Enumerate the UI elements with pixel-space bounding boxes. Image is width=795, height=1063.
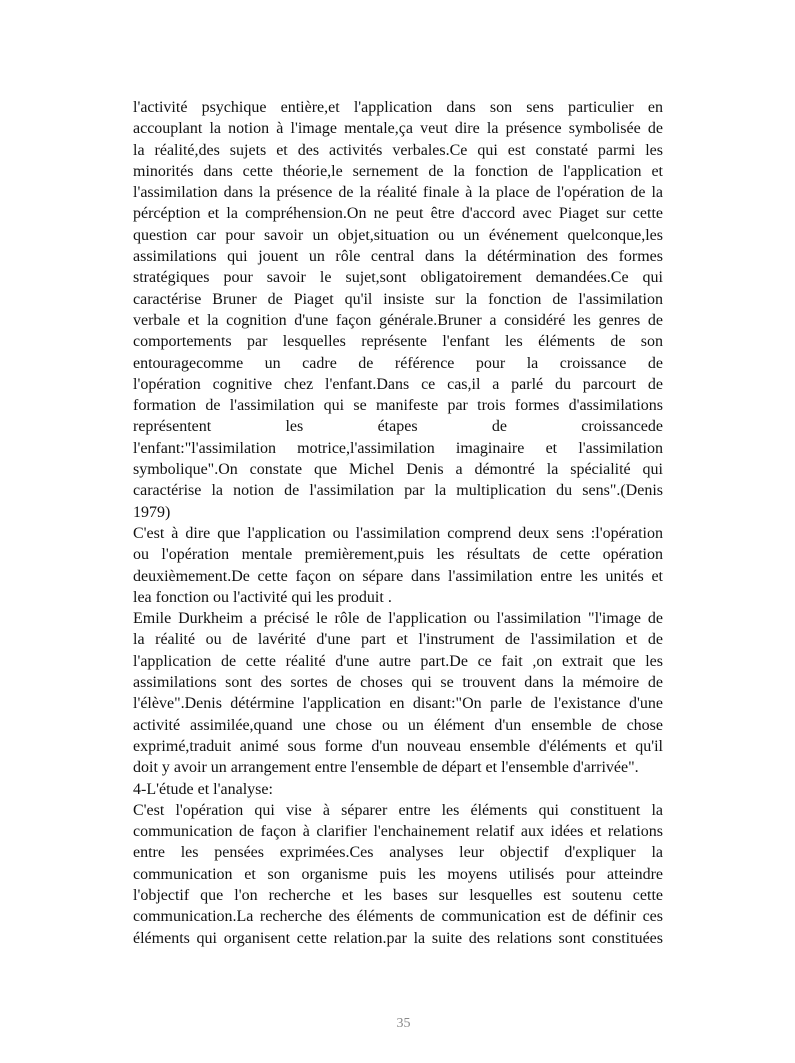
text-line: l'objectif que l'on recherche et les bases sur lesquelles est soutenu cette [133, 886, 663, 904]
text-line: l'assimilation dans la présence de la réalité finale à la place de l'opération de la [133, 184, 663, 202]
text-line: caractérise la notion de l'assimilation par la multiplication du sens".(Denis [133, 482, 663, 500]
text-line: verbale et la cognition d'une façon générale.Bruner a considéré les genres de [133, 311, 663, 329]
text-line: pércéption et la compréhension.On ne peut être d'accord avec Piaget sur cette [133, 205, 663, 223]
text-line: la réalité ou de lavérité d'une part et l'instrument de l'assimilation et de [133, 631, 663, 649]
text-line: l'activité psychique entière,et l'application dans son sens particulier en [133, 99, 663, 116]
text-line: deuxièmement.De cette façon on sépare dans l'assimilation entre les unités et [133, 567, 663, 585]
text-line: l'opération cognitive chez l'enfant.Dans ce cas,il a parlé du parcourt de [133, 375, 663, 393]
page-number: 35 [396, 1016, 411, 1031]
text-line: 1979) [133, 503, 171, 521]
text-line: comportements par lesquelles représente l'enfant les éléments de son [133, 333, 663, 351]
text-line: entre les pensées exprimées.Ces analyses leur objectif d'expliquer la [133, 844, 663, 862]
text-line: assimilations sont des sortes de choses qui se trouvent dans la mémoire de [133, 674, 663, 692]
text-line: Emile Durkheim a précisé le rôle de l'application ou l'assimilation "l'image de [133, 610, 663, 628]
text-line: communication et son organisme puis les moyens utilisés pour atteindre [133, 865, 663, 883]
text-line: communication.La recherche des éléments de communication est de définir ces [133, 908, 663, 926]
text-line: entouragecomme un cadre de référence pour la croissance de [133, 354, 663, 372]
text-line: question car pour savoir un objet,situation ou un événement quelconque,les [133, 226, 663, 244]
text-line: l'élève".Denis détérmine l'application en disant:"On parle de l'existance d'une [133, 695, 663, 713]
text-line: activité assimilée,quand une chose ou un élément d'un ensemble de chose [133, 716, 663, 734]
text-line: C'est à dire que l'application ou l'assimilation comprend deux sens :l'opération [133, 524, 663, 542]
text-line: l'enfant:"l'assimilation motrice,l'assimilation imaginaire et l'assimilation [133, 439, 663, 457]
text-line: lea fonction ou l'activité qui les produit . [133, 588, 392, 606]
text-line: formation de l'assimilation qui se manifeste par trois formes d'assimilations [133, 397, 663, 415]
text-line: exprimé,traduit animé sous forme d'un nouveau ensemble d'éléments et qu'il [133, 737, 663, 755]
text-line: symbolique".On constate que Michel Denis a démontré la spécialité qui [133, 461, 663, 479]
text-line: la réalité,des sujets et des activités verbales.Ce qui est constaté parmi les [133, 141, 663, 159]
text-line: stratégiques pour savoir le sujet,sont obligatoirement demandées.Ce qui [133, 269, 663, 287]
text-line: doit y avoir un arrangement entre l'ensemble de départ et l'ensemble d'arrivée". [133, 759, 639, 777]
text-line: ou l'opération mentale premièrement,puis les résultats de cette opération [133, 546, 663, 564]
text-line: éléments qui organisent cette relation.par la suite des relations sont constituées [133, 929, 663, 947]
text-line: l'application de cette réalité d'une autre part.De ce fait ,on extrait que les [133, 652, 663, 670]
text-line: représentent les étapes de croissancede [133, 418, 663, 436]
text-line: assimilations qui jouent un rôle central dans la détérmination des formes [133, 248, 663, 266]
text-line: minorités dans cette théorie,le sernement de la fonction de l'application et [133, 162, 663, 180]
document-body [133, 97, 663, 949]
text-line: C'est l'opération qui vise à séparer entre les éléments qui constituent la [133, 801, 663, 819]
text-line: caractérise Bruner de Piaget qu'il insiste sur la fonction de l'assimilation [133, 290, 663, 308]
text-line: communication de façon à clarifier l'enchainement relatif aux idées et relations [133, 823, 663, 841]
text-line: 4-L'étude et l'analyse: [133, 780, 273, 798]
text-line: accouplant la notion à l'image mentale,ça veut dire la présence symbolisée de [133, 120, 663, 138]
